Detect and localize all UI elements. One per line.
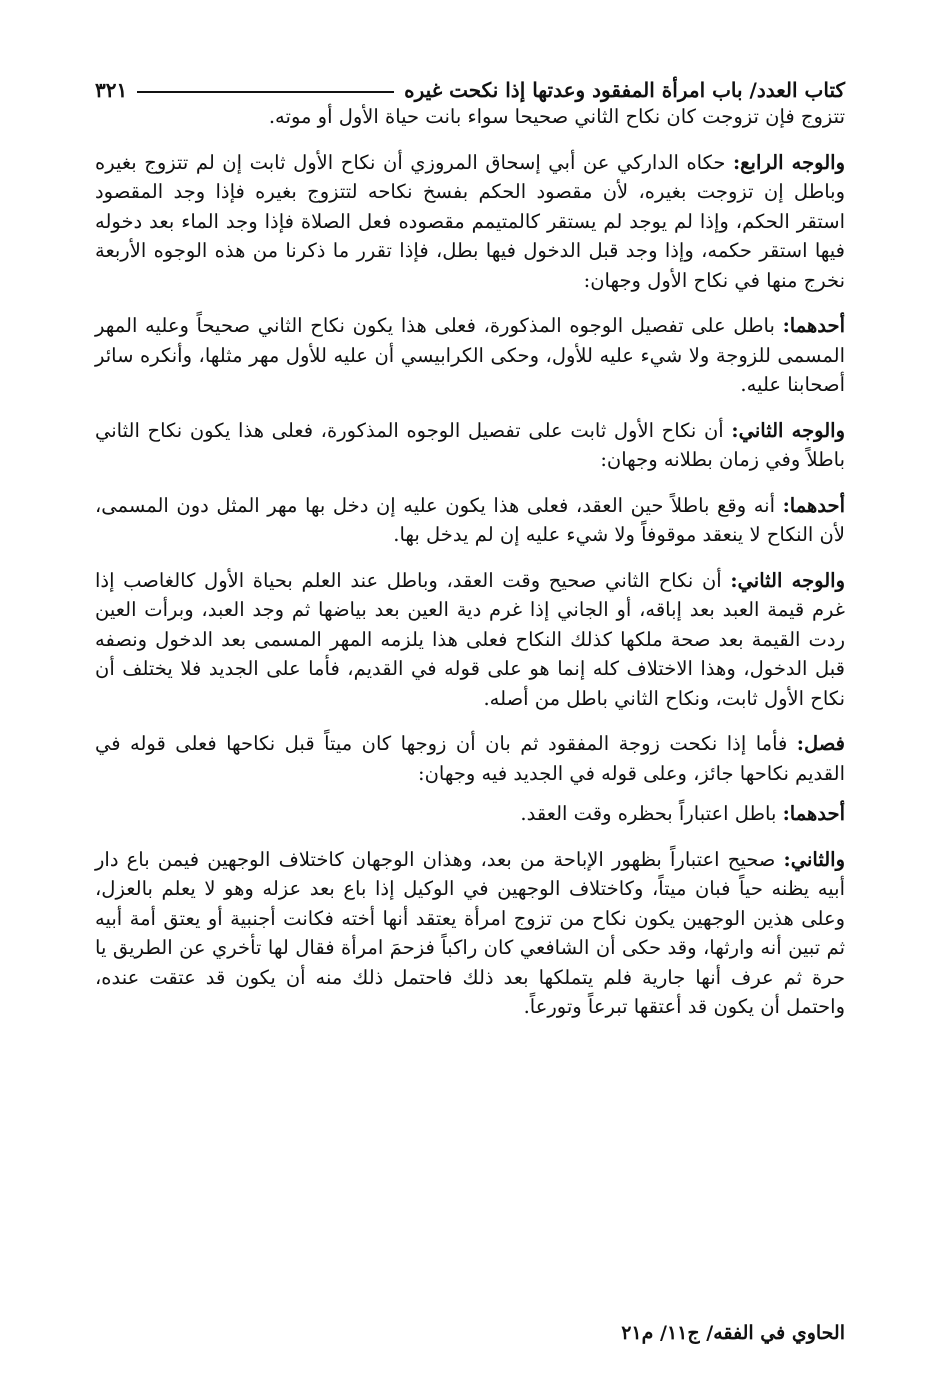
- paragraph-first-invalid: [95, 799, 845, 829]
- paragraph-second-aspect: [95, 416, 845, 475]
- paragraph-lead: والوجه الثاني:: [730, 568, 846, 592]
- paragraph-text: باطل اعتباراً بحظره وقت العقد.: [520, 802, 777, 825]
- paragraph-text: تتزوج فإن تزوجت كان نكاح الثاني صحيحا سواء بانت حياة الأول أو موته.: [268, 105, 845, 128]
- paragraph-second-valid-later: [95, 845, 845, 1022]
- paragraph-lead: أحدهما:: [782, 802, 845, 825]
- book-reference: الحاوي في الفقه/ ج١١/ م٢١: [621, 1322, 845, 1344]
- paragraph-lead: والوجه الرابع:: [732, 150, 845, 174]
- page-body: [95, 68, 845, 1022]
- page-number: ٣٢١: [95, 78, 128, 102]
- paragraph-text: حكاه الداركي عن أبي إسحاق المروزي أن نكاح الأول ثابت إن لم تتزوج بغيره وباطل إن تزوجت بغيره، لأن مقصود الحكم بفسخ نكاحه لتتزوج بغيره فإذا وجد المقصود استقر الحكم، وإذا لم يوجد لم يستقر كالمتيمم مقصوده فعل الصلاة فإذا وجد الماء بعد دخوله فيها استقر حكمه، وإذا وجد قبل الدخول فيها بطل، فإذا تقرر ما ذكرنا من هذه الوجوه الأربعة نخرج منها في نكاح الأول وجهان:: [95, 150, 845, 292]
- paragraph-fourth-aspect: [95, 148, 845, 296]
- running-title: كتاب العدد/ باب امرأة المفقود وعدتها إذا نكحت غيره: [404, 78, 845, 102]
- running-header: [95, 68, 845, 102]
- paragraph-text: أن نكاح الأول ثابت على تفصيل الوجوه المذكورة، فعلى هذا يكون نكاح الثاني باطلاً وفي زمان بطلانه وجهان:: [95, 418, 845, 471]
- header-rule: [137, 91, 394, 93]
- paragraph-lead: والثاني:: [783, 847, 846, 871]
- paragraph-first-of-two: [95, 311, 845, 400]
- paragraph-text: فأما إذا نكحت زوجة المفقود ثم بان أن زوجها كان ميتاً قبل نكاحها فعلى قوله في القديم نكاحها جائز، وعلى قوله في الجديد فيه وجهان:: [95, 732, 845, 785]
- paragraph-text: أن نكاح الثاني صحيح وقت العقد، وباطل عند العلم بحياة الأول كالغاصب إذا غرم قيمة العبد بعد إباقه، أو الجاني إذا غرم دية العين بعد بياضها ثم وجد العبد، وبرأت العين ردت القيمة بعد صحة ملكها كذلك النكاح فعلى هذا يلزمه المهر المسمى بعد الدخول ونصفه قبل الدخول، وهذا الاختلاف كله إنما هو على قوله في القديم، فأما على الجديد فلا يختلف أن نكاح الأول ثابت، ونكاح الثاني باطل من أصله.: [95, 568, 845, 710]
- paragraph-text: أنه وقع باطلاً حين العقد، فعلى هذا يكون عليه إن دخل بها مهر المثل دون المسمى، لأن النكاح لا ينعقد موقوفاً ولا شيء عليه إن لم يدخل بها.: [95, 493, 845, 546]
- paragraph-lead: فصل:: [796, 732, 845, 755]
- paragraph-section: [95, 729, 845, 788]
- paragraph-text: باطل على تفصيل الوجوه المذكورة، فعلى هذا يكون نكاح الثاني صحيحاً وعليه المهر المسمى للزوجة ولا شيء عليه للأول، وحكى الكرابيسي أن عليه للأول مهر مثلها، وأنكره سائر أصحابنا عليه.: [95, 314, 845, 396]
- paragraph-text: صحيح اعتباراً بظهور الإباحة من بعد، وهذان الوجهان كاختلاف الوجهين فيمن باع دار أبيه يظنه حياً فبان ميتاً، وكاختلاف الوجهين في الوكيل إذا باع بعد عزله وهو لا يعلم بالعزل، وعلى هذين الوجهين يكون نكاح من تزوج امرأة يعتقد أنها أخته فكانت أجنبية أو يعتق أمة أبيه ثم تبين أنه وارثها، وقد حكى أن الشافعي كان راكباً فزحمَ امرأة فقال لها تأخري عن الطريق يا حرة ثم عرف أنها جارية فلم يتملكها بعد ذلك فاحتمل ذلك منه أن يكون قد عتقت عنده، واحتمل أن يكون قد أعتقها تبرعاً وتورعاً.: [95, 847, 845, 1018]
- paragraph-lead: أحدهما:: [782, 493, 845, 517]
- paragraph-first-void: [95, 491, 845, 550]
- paragraph-continuation: [95, 102, 845, 132]
- book-footer: [95, 1322, 845, 1344]
- paragraph-lead: والوجه الثاني:: [731, 418, 846, 442]
- paragraph-second-valid: [95, 566, 845, 714]
- paragraph-lead: أحدهما:: [782, 314, 845, 337]
